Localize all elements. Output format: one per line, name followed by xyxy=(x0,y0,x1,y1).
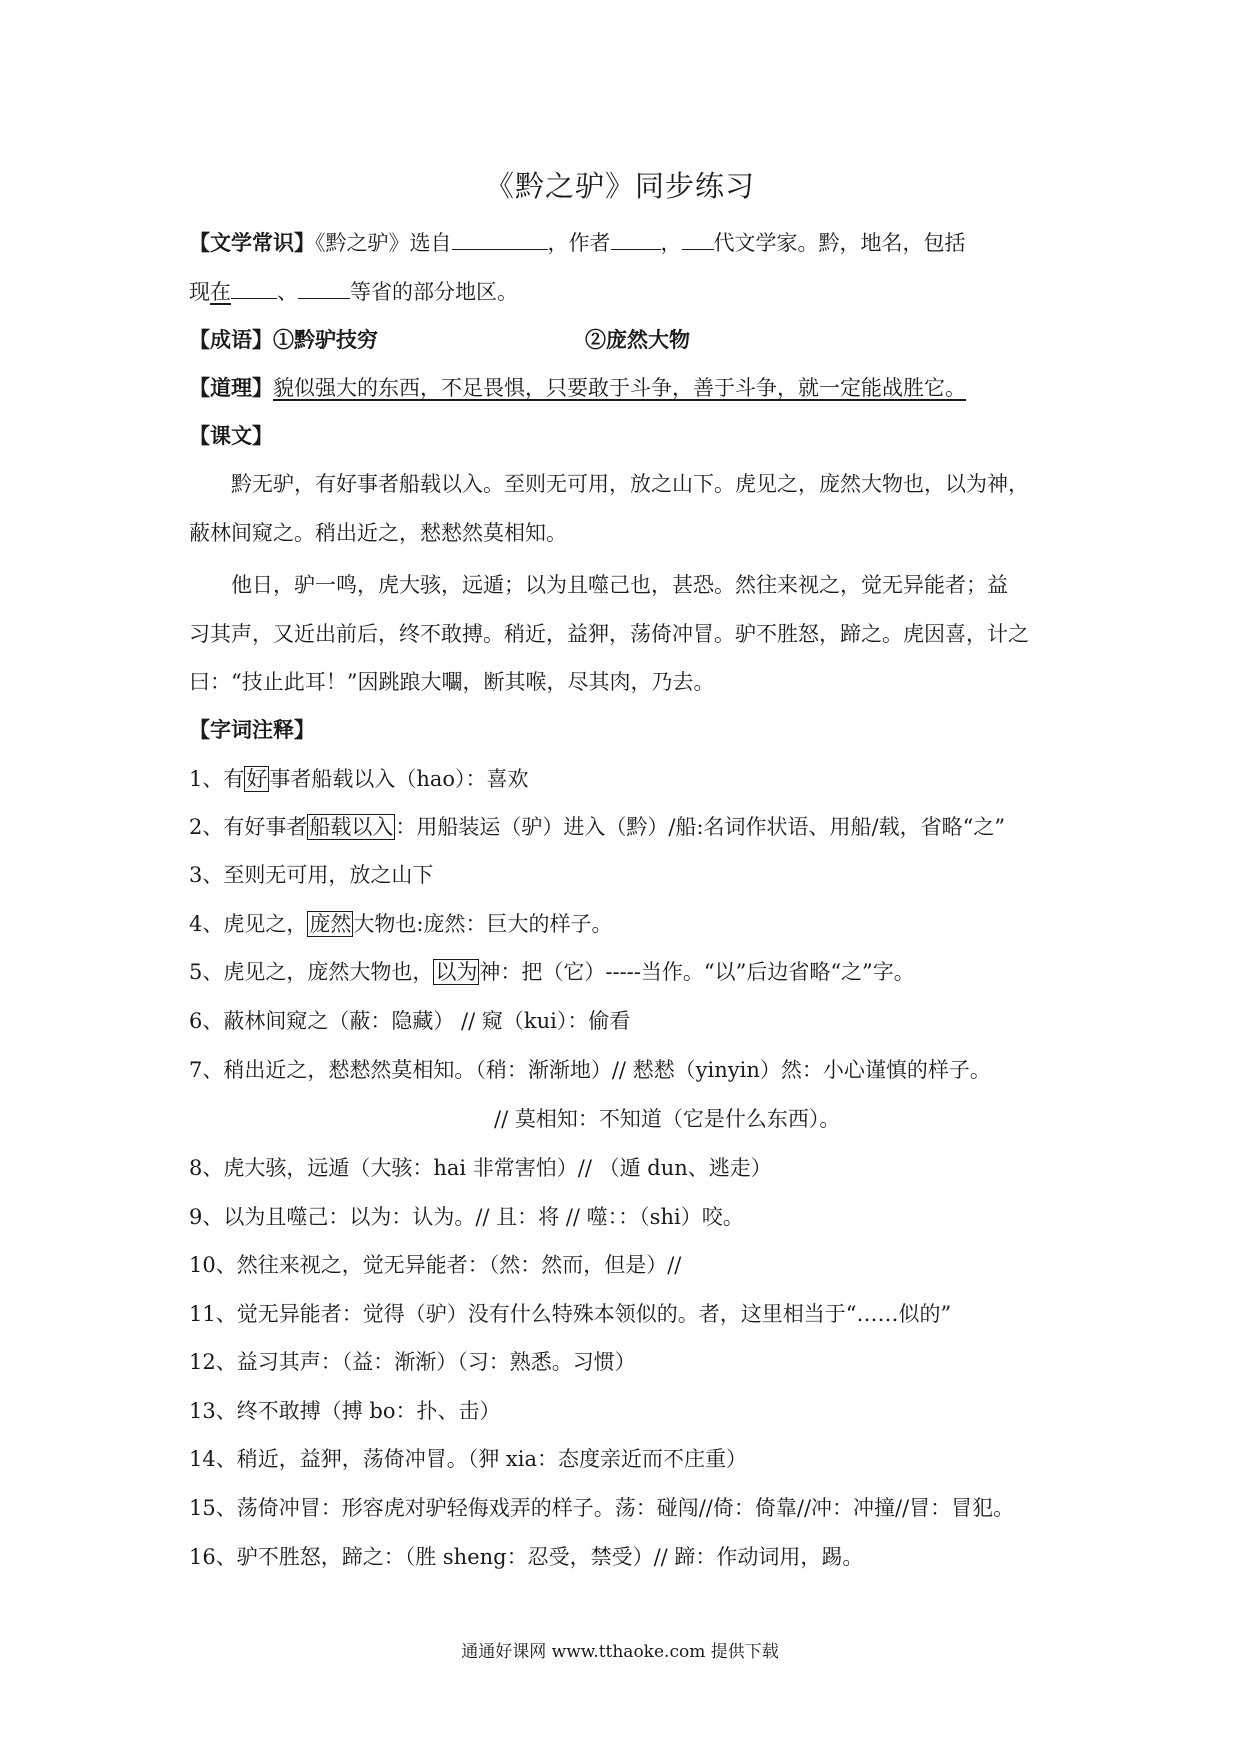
literary-knowledge-label: 【文学常识】 xyxy=(189,230,315,255)
blank-province-2[interactable] xyxy=(298,276,350,299)
text-paragraph-2-line-3: 曰：“技止此耳！”因跳踉大㘚，断其喉，尽其肉，乃去。 xyxy=(189,670,715,694)
note-item-5: 5、虎见之，庞然大物也，以为神：把（它）-----当作。“以”后边省略“之”字。 xyxy=(189,960,915,984)
note-2-boxed-word: 船载以入 xyxy=(309,815,394,839)
text-paragraph-2-line-2: 习其声，又近出前后，终不敢搏。稍近，益狎，荡倚冲冒。驴不胜怒，蹄之。虎因喜，计之 xyxy=(189,622,1029,646)
blank-author[interactable] xyxy=(611,227,661,250)
page-footer: 通通好课网 www.tthaoke.com 提供下载 xyxy=(461,1642,779,1662)
blank-dynasty[interactable] xyxy=(682,227,714,250)
page-title: 《黔之驴》同步练习 xyxy=(484,169,755,203)
note-5-boxed-word: 以为 xyxy=(435,960,478,984)
note-item-14: 14、稍近，益狎，荡倚冲冒。（狎 xia：态度亲近而不庄重） xyxy=(189,1447,747,1471)
note-item-12: 12、益习其声：（益：渐渐）（习：熟悉。习惯） xyxy=(189,1350,636,1374)
note-item-8: 8、虎大骇，远遁（大骇：hai 非常害怕）// （遁 dun、逃走） xyxy=(189,1156,772,1180)
moral-line xyxy=(189,373,1069,403)
note-1-boxed-word: 好 xyxy=(246,767,268,791)
literary-knowledge-line-2: 现在 、 等省的部分地区。 xyxy=(189,276,1069,307)
note-item-3: 3、至则无可用，放之山下 xyxy=(189,863,434,887)
note-item-16: 16、驴不胜怒，蹄之：（胜 sheng：忍受，禁受）// 蹄：作动词用，踢。 xyxy=(189,1545,864,1569)
blank-source[interactable] xyxy=(452,227,548,250)
note-item-11: 11、觉无异能者：觉得（驴）没有什么特殊本领似的。者，这里相当于“……似的” xyxy=(189,1302,952,1326)
note-item-1: 1、有好事者船载以入（hao）：喜欢 xyxy=(189,767,529,791)
idiom-2: ②庞然大物 xyxy=(585,327,690,352)
note-item-9: 9、以为且噬己：以为：认为。// 且：将 // 噬：：（shi）咬。 xyxy=(189,1205,744,1229)
note-item-7: 7、稍出近之，慭慭然莫相知。（稍：渐渐地）// 慭慭（yinyin）然：小心谨慎的样子。 xyxy=(189,1058,991,1082)
text-paragraph-1-line-1: 黔无驴，有好事者船载以入。至则无可用，放之山下。虎见之，庞然大物也，以为神， xyxy=(231,472,1029,496)
idioms-line xyxy=(189,325,1069,355)
note-item-13: 13、终不敢搏（搏 bo：扑、击） xyxy=(189,1399,501,1423)
idioms-label: 【成语】 xyxy=(189,327,273,352)
moral-text: 貌似强大的东西，不足畏惧，只要敢于斗争，善于斗争，就一定能战胜它。 xyxy=(273,376,966,400)
note-item-6: 6、蔽林间窥之（蔽：隐藏） // 窥（kui）：偷看 xyxy=(189,1009,631,1033)
note-4-boxed-word: 庞然 xyxy=(309,912,352,936)
text-paragraph-2-line-1: 他日，驴一鸣，虎大骇，远遁；以为且噬己也，甚恐。然往来视之，觉无异能者；益 xyxy=(231,573,1008,597)
text-section-label: 【课文】 xyxy=(189,423,273,448)
note-item-10: 10、然往来视之，觉无异能者：（然：然而，但是）// xyxy=(189,1253,682,1277)
text-paragraph-1-line-2: 蔽林间窥之。稍出近之，慭慭然莫相知。 xyxy=(189,521,567,545)
moral-label: 【道理】 xyxy=(189,375,273,400)
note-item-2: 2、有好事者船载以入：用船装运（驴）进入（黔）/船:名词作状语、用船/载，省略“之” xyxy=(189,815,1006,839)
notes-label: 【字词注释】 xyxy=(189,717,315,742)
blank-province-1[interactable] xyxy=(231,276,277,299)
note-item-4: 4、虎见之，庞然大物也:庞然：巨大的样子。 xyxy=(189,912,613,936)
literary-knowledge-line-1: 【文学常识】《黔之驴》选自 ，作者 ， 代文学家。黔，地名，包括 xyxy=(189,227,1069,258)
note-item-15: 15、荡倚冲冒：形容虎对驴轻侮戏弄的样子。荡：碰闯//倚：倚靠//冲：冲撞//冒：冒犯。 xyxy=(189,1496,1015,1520)
note-item-7-continued: // 莫相知：不知道（它是什么东西）。 xyxy=(494,1107,841,1131)
idiom-1: ①黔驴技穷 xyxy=(273,327,378,352)
